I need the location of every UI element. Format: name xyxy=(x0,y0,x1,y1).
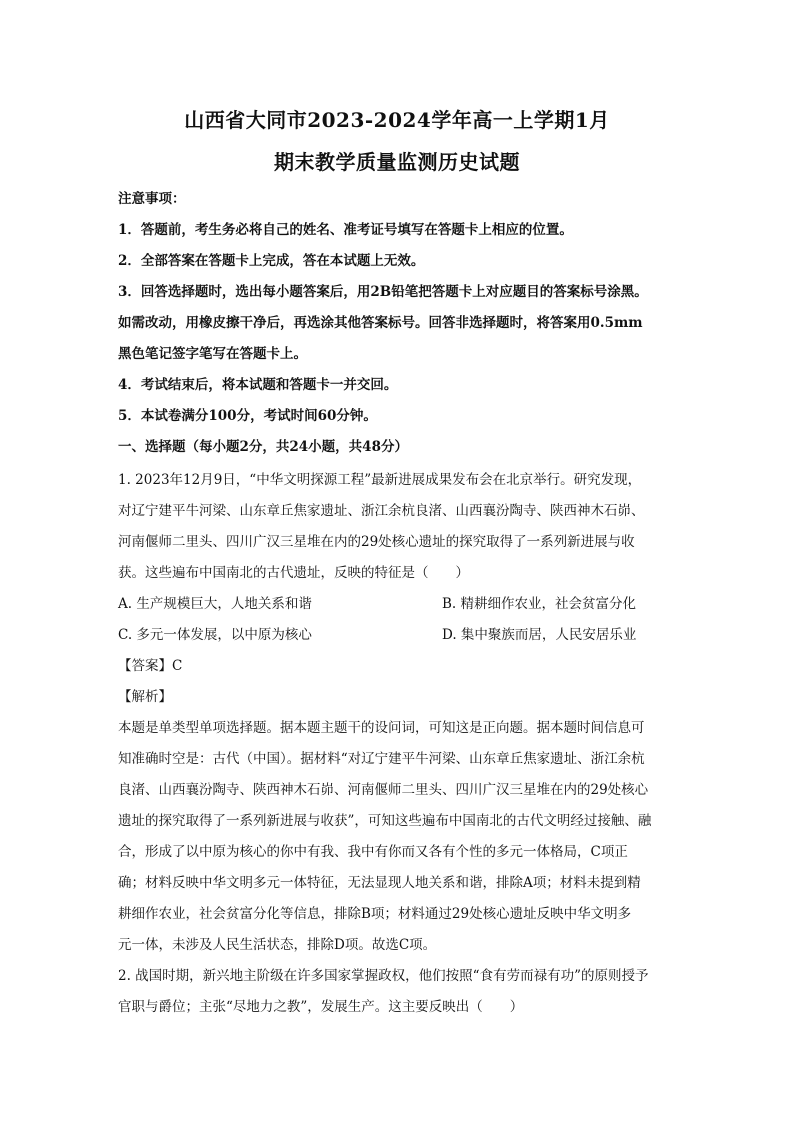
question-1-analysis: 本题是单类型单项选择题。据本题主题干的设问词，可知这是正向题。据本题时间信息可 xyxy=(118,720,645,736)
notice-item: 2．全部答案在答题卡上完成，答在本试题上无效。 xyxy=(118,253,425,269)
notice-item: 1．答题前，考生务必将自己的姓名、准考证号填写在答题卡上相应的位置。 xyxy=(118,222,573,238)
section-heading: 一、选择题（每小题2分，共24小题，共48分） xyxy=(118,439,408,455)
question-1-analysis: 合，形成了以中原为核心的你中有我、我中有你而又各有个性的多元一体格局，C项正 xyxy=(118,844,628,860)
question-1-analysis: 元一体，未涉及人民生活状态，排除D项。故选C项。 xyxy=(118,937,437,953)
document-title-line-1: 山西省大同市2023-2024学年高一上学期1月 xyxy=(184,108,610,132)
notice-item: 4．考试结束后，将本试题和答题卡一并交回。 xyxy=(118,377,398,393)
question-1-option-b: B. 精耕细作农业，社会贫富分化 xyxy=(442,596,637,612)
question-1-analysis: 耕细作农业，社会贫富分化等信息，排除B项；材料通过29处核心遗址反映中华文明多 xyxy=(118,906,632,922)
question-1-answer: 【答案】C xyxy=(118,658,183,674)
question-1-analysis-heading: 【解析】 xyxy=(118,689,172,705)
question-1-option-c: C. 多元一体发展，以中原为核心 xyxy=(118,627,312,643)
question-2-stem: 2. 战国时期，新兴地主阶级在许多国家掌握政权，他们按照“食有劳而禄有功”的原则授予 xyxy=(118,968,649,984)
notice-item: 如需改动，用橡皮擦干净后，再选涂其他答案标号。回答非选择题时，将答案用0.5mm xyxy=(118,315,643,331)
question-1-analysis: 知准确时空是：古代（中国）。据材料“对辽宁建平牛河梁、山东章丘焦家遗址、浙江余杭 xyxy=(118,751,645,767)
notice-item: 黑色笔记签字笔写在答题卡上。 xyxy=(118,346,307,362)
question-1-option-d: D. 集中聚族而居，人民安居乐业 xyxy=(442,627,637,643)
question-1-stem: 获。这些遍布中国南北的古代遗址，反映的特征是（ ） xyxy=(118,565,469,581)
question-2-stem: 官职与爵位；主张“尽地力之教”，发展生产。这主要反映出（ ） xyxy=(118,999,524,1015)
question-1-stem: 河南偃师二里头、四川广汉三星堆在内的29处核心遗址的探究取得了一系列新进展与收 xyxy=(118,534,635,550)
notice-heading: 注意事项： xyxy=(118,191,186,207)
question-1-option-a: A. 生产规模巨大，人地关系和谐 xyxy=(118,596,312,612)
question-1-stem: 1. 2023年12月9日，“中华文明探源工程”最新进展成果发布会在北京举行。研究发现， xyxy=(118,472,642,488)
notice-item: 5．本试卷满分100分，考试时间60分钟。 xyxy=(118,408,377,424)
question-1-stem: 对辽宁建平牛河梁、山东章丘焦家遗址、浙江余杭良渚、山西襄汾陶寺、陕西神木石峁、 xyxy=(118,503,645,519)
notice-item: 3．回答选择题时，选出每小题答案后，用2B铅笔把答题卡上对应题目的答案标号涂黑。 xyxy=(118,284,648,300)
document-title-line-2: 期末教学质量监测历史试题 xyxy=(274,150,520,174)
question-1-analysis: 确；材料反映中华文明多元一体特征，无法显现人地关系和谐，排除A项；材料未提到精 xyxy=(118,875,641,891)
question-1-analysis: 良渚、山西襄汾陶寺、陕西神木石峁、河南偃师二里头、四川广汉三星堆在内的29处核心 xyxy=(118,782,649,798)
question-1-analysis: 遗址的探究取得了一系列新进展与收获”，可知这些遍布中国南北的古代文明经过接触、融 xyxy=(118,813,652,829)
